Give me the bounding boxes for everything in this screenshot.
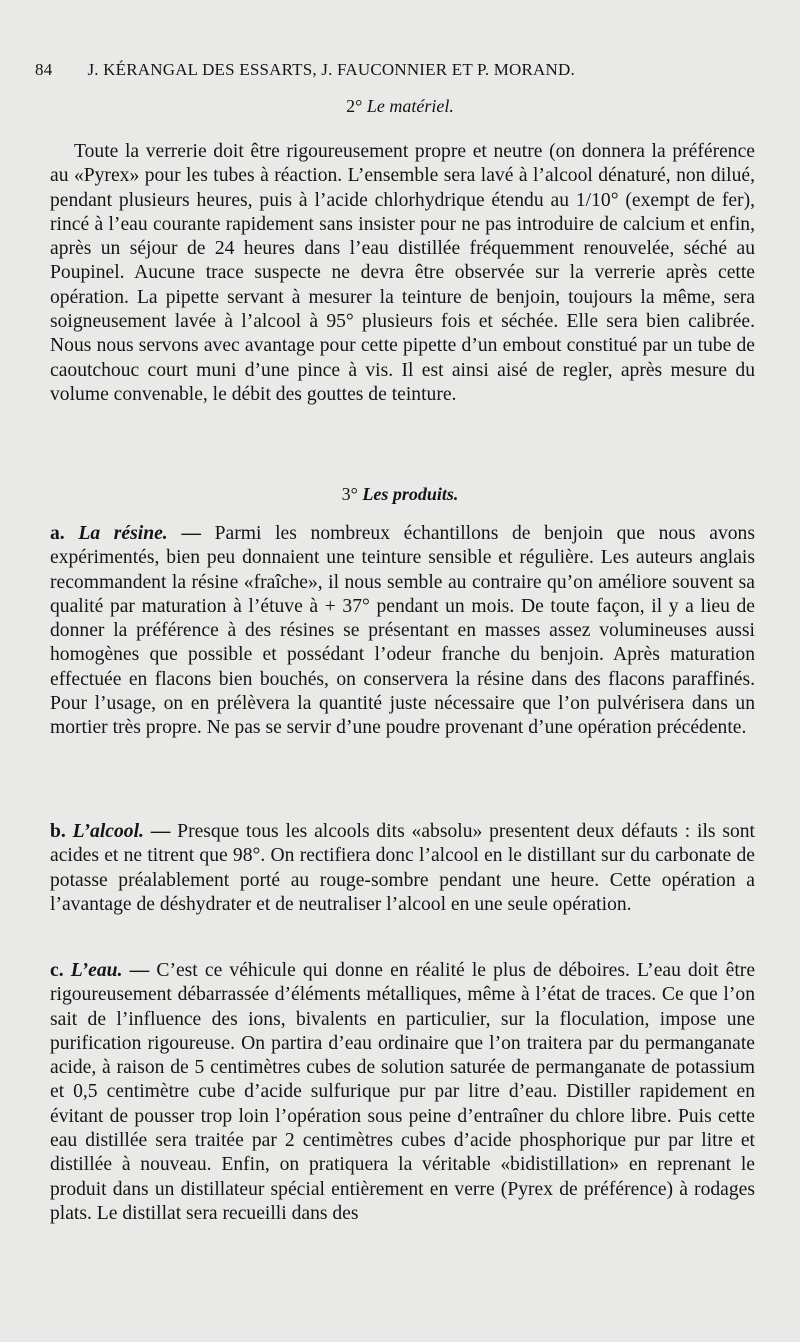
- section-number: 3°: [341, 484, 358, 504]
- page-number: 84: [35, 60, 53, 79]
- running-title: J. KÉRANGAL DES ESSARTS, J. FAUCONNIER ET P. MORAND.: [87, 60, 575, 79]
- item-term: L’eau.: [70, 960, 123, 981]
- item-text: Presque tous les alcools dits «absolu» presentent deux défauts : ils sont acides et ne titrent que 98°. On rectifiera donc l’alcool en le distillant sur du carbonate de potasse préalablement porté au rouge-sombre pendant une heure. Cette opération a l’avantage de déshydrater et de neutraliser l’alcool en une seule opération.: [50, 821, 755, 915]
- item-label: c.: [50, 960, 64, 981]
- paragraph-resine: [50, 522, 755, 741]
- section-heading-produits: [0, 484, 800, 505]
- item-term: La résine.: [78, 523, 168, 544]
- paragraph-alcool: [50, 820, 755, 917]
- item-label: a.: [50, 523, 65, 544]
- paragraph-materiel: Toute la verrerie doit être rigoureusement propre et neutre (on donnera la préférence au «Pyrex» pour les tubes à réaction. L’ensemble sera lavé à l’alcool dénaturé, non dilué, pendant plusieurs heures, puis à l’acide chlorhydrique étendu au 1/10° (exempt de fer), rincé à l’eau courante rapidement sans insister pour ne pas introduire de calcium et enfin, après un séjour de 24 heures dans l’eau distillée fréquemment renouvelée, séché au Poupinel. Aucune trace suspecte ne devra être observée sur la verrerie après cette opération. La pipette servant à mesurer la teinture de benjoin, toujours la même, sera soigneusement lavée à l’alcool à 95° plusieurs fois et séchée. Elle sera bien calibrée. Nous nous servons avec avantage pour cette pipette d’un embout constitué par un tube de caoutchouc court muni d’une pince à vis. Il est ainsi aisé de regler, après mesure du volume convenable, le débit des gouttes de teinture.: [50, 141, 755, 405]
- item-term: L’alcool.: [72, 821, 144, 842]
- paragraph-eau: [50, 959, 755, 1226]
- item-text: C’est ce véhicule qui donne en réalité le plus de déboires. L’eau doit être rigoureusement débarrassée d’éléments métalliques, même à l’état de traces. Ce que l’on sait de l’influence des ions, bivalents en particulier, sur la floculation, impose une purification rigoureuse. On partira d’eau ordinaire que l’on traitera par du permanganate acide, à raison de 5 centimètres cubes de solution saturée de permanganate de potassium et 0,5 centimètre cube d’acide sulfurique pur par litre d’eau. Distiller rapidement en évitant de pousser trop loin l’opération sous peine d’entraîner du chlore libre. Puis cette eau distillée sera traitée par 2 centimètres cubes d’acide phosphorique pur par litre et distillée à nouveau. Enfin, on pratiquera la véritable «bidistillation» en reprenant le produit dans un distillateur spécial entièrement en verre (Pyrex de préférence) à rodages plats. Le distillat sera recueilli dans des: [50, 960, 756, 1224]
- section-title: Le matériel.: [366, 96, 454, 116]
- section-number: 2°: [346, 96, 363, 116]
- item-dash: —: [150, 821, 171, 842]
- item-dash: —: [181, 523, 201, 544]
- item-text: Parmi les nombreux échantillons de benjoin que nous avons expérimentés, bien peu donnaient une teinture sensible et régulière. Les auteurs anglais recommandent la résine «fraîche», il nous semble au contraire qu’on améliore souvent sa qualité par maturation à l’étuve à + 37° pendant un mois. De toute façon, il y a lieu de donner la préférence à des résines se présentant en masses assez volumineuses aussi homogènes que possible et possédant l’odeur franche du benjoin. Après maturation effectuée en flacons bien bouchés, on conservera la résine dans des flacons paraffinés. Pour l’usage, on en prélèvera la quantité juste nécessaire que l’on pulvérisera dans un mortier très propre. Ne pas se servir d’une poudre provenant d’une opération précédente.: [50, 523, 755, 739]
- item-label: b.: [50, 821, 66, 842]
- running-header: [35, 60, 770, 80]
- section-title: Les produits.: [362, 484, 459, 504]
- item-dash: —: [129, 960, 150, 981]
- section-heading-materiel: [0, 96, 800, 117]
